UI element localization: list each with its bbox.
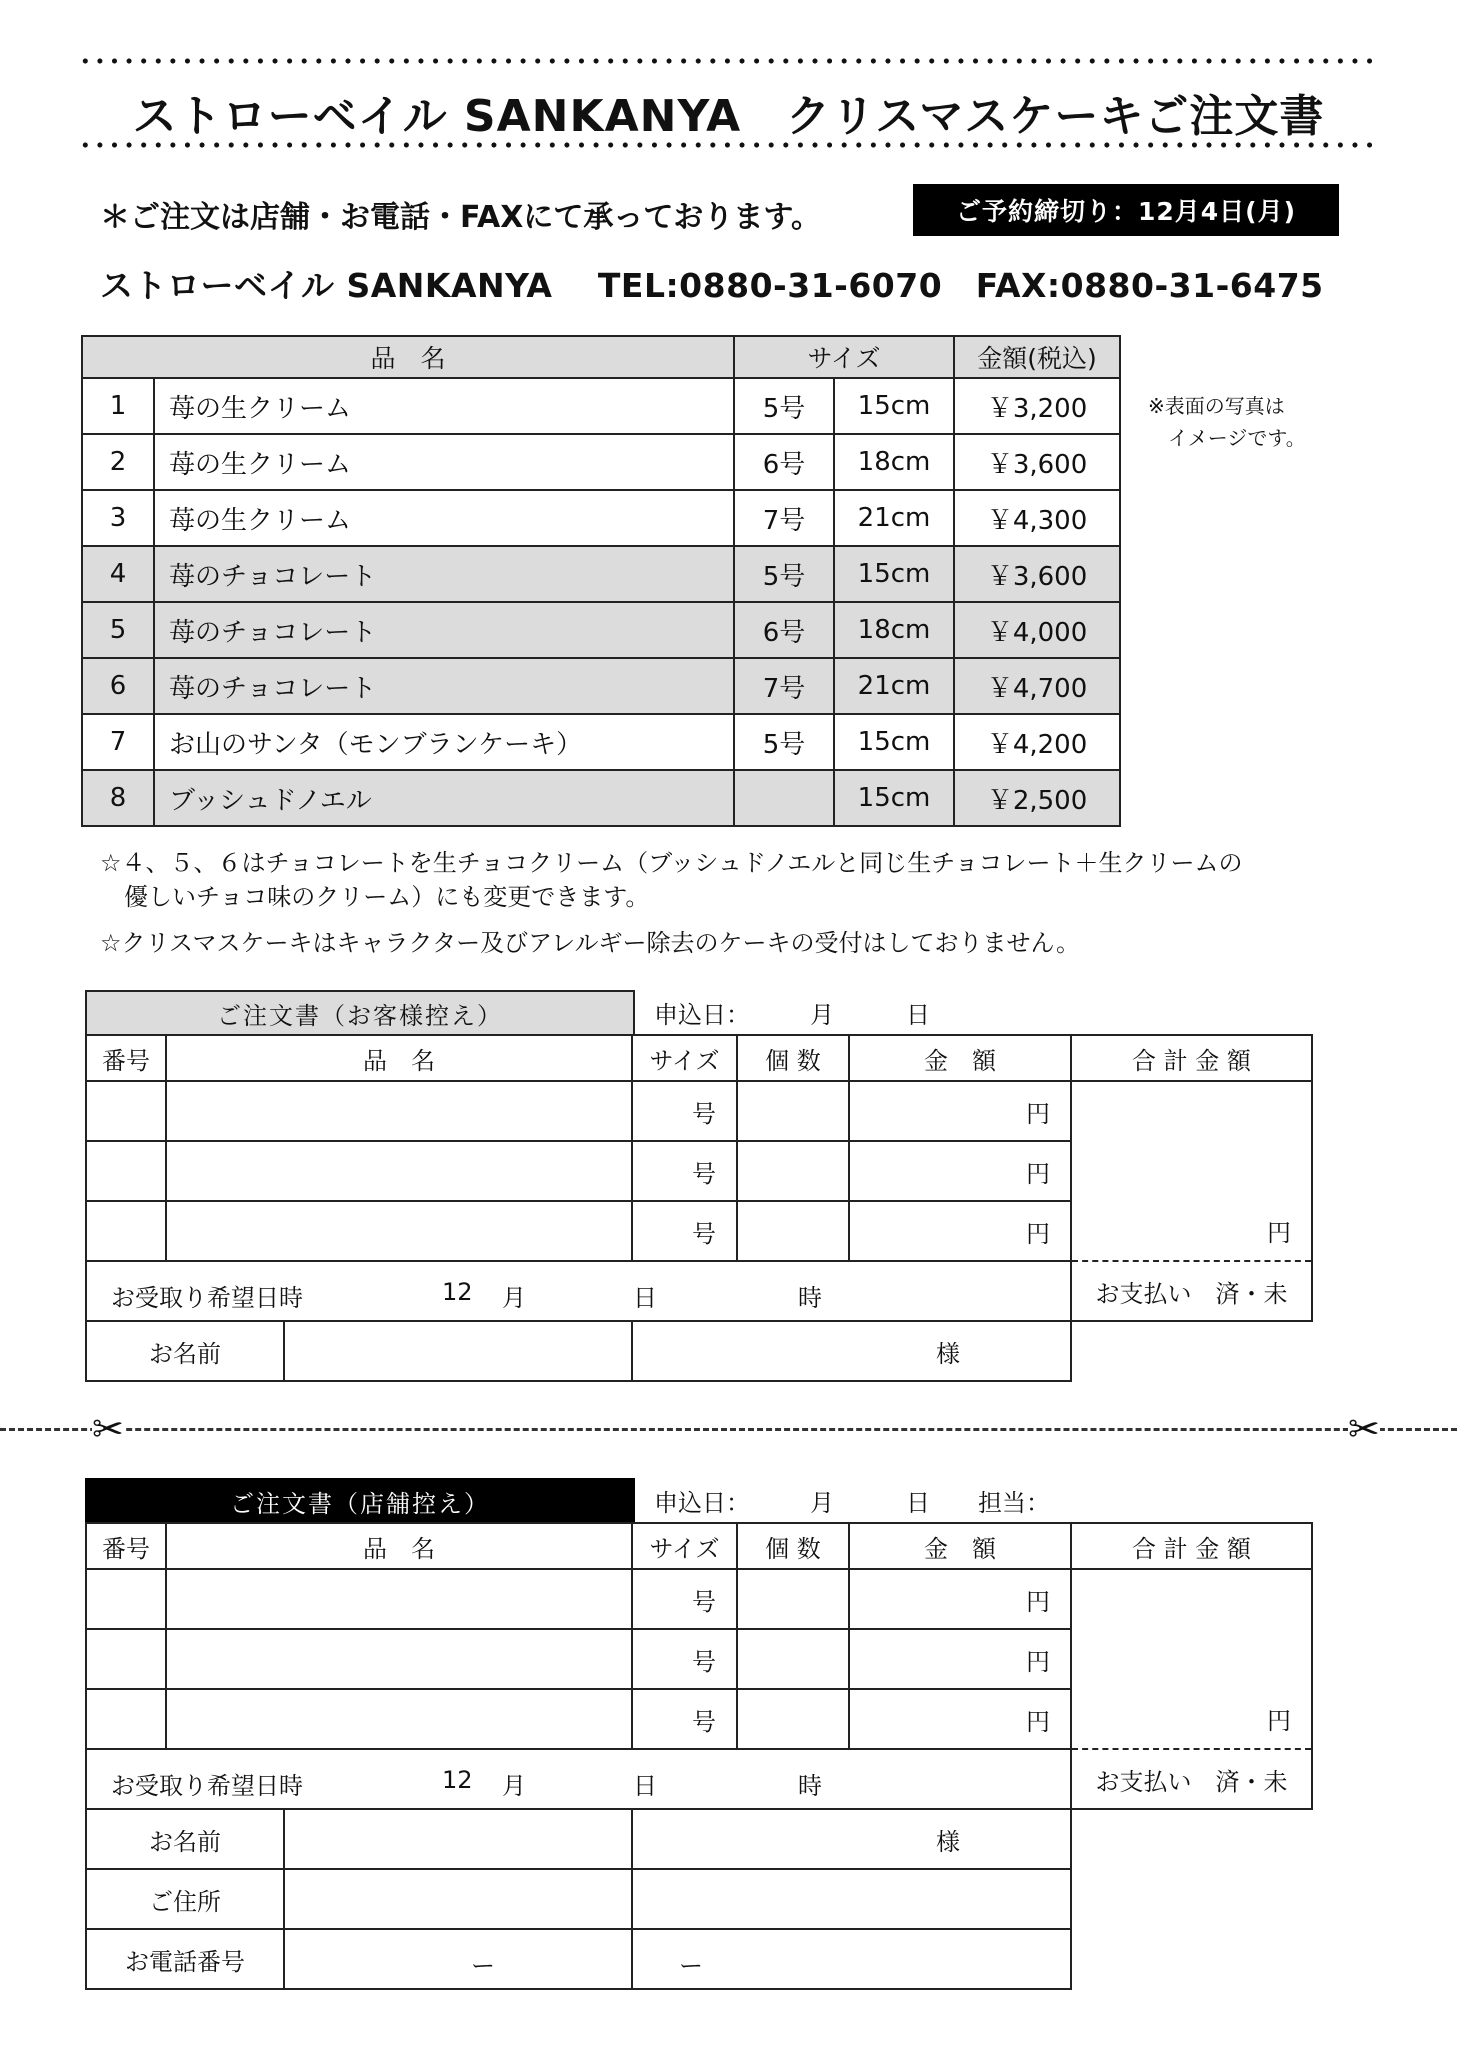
price-header-price: 金額(税込)	[954, 336, 1120, 378]
size-gou: 6号	[734, 602, 834, 658]
table-row	[82, 434, 1120, 490]
row-number: 7	[82, 714, 154, 770]
table-row	[82, 602, 1120, 658]
price: ￥3,600	[954, 434, 1120, 490]
phone-field[interactable]	[86, 1929, 632, 1989]
store-order-form	[85, 1522, 1313, 1990]
size-field[interactable]: 号	[632, 1141, 737, 1201]
price-table	[81, 335, 1121, 827]
product-name: 苺のチョコレート	[154, 602, 734, 658]
name-label: お名前	[87, 1322, 285, 1380]
row-number: 8	[82, 770, 154, 826]
pickup-label: お受取り希望日時	[111, 1284, 303, 1312]
phone-label: お電話番号	[87, 1930, 285, 1988]
amount-field[interactable]: 円	[849, 1569, 1071, 1629]
col-total: 合 計 金 額	[1071, 1523, 1312, 1569]
store-apply-date: 申込日： 月 日 担当：	[654, 1489, 1050, 1517]
product-name: お山のサンタ（モンブランケーキ）	[154, 714, 734, 770]
size-gou: 5号	[734, 378, 834, 434]
customer-form-title: ご注文書（お客様控え）	[85, 990, 635, 1034]
qty-field[interactable]	[737, 1141, 849, 1201]
price: ￥4,300	[954, 490, 1120, 546]
pickup-hour: 時	[798, 1284, 822, 1312]
size-gou: 7号	[734, 658, 834, 714]
row-number: 4	[82, 546, 154, 602]
product-name: ブッシュドノエル	[154, 770, 734, 826]
size-cm: 15cm	[834, 378, 954, 434]
amount-field[interactable]: 円	[849, 1081, 1071, 1141]
deadline-badge: ご予約締切り：12月4日(月)	[913, 184, 1339, 236]
address-label: ご住所	[87, 1870, 285, 1928]
col-amount: 金 額	[849, 1035, 1071, 1081]
total-field[interactable]: 円	[1071, 1569, 1312, 1749]
number-field[interactable]	[86, 1081, 166, 1141]
contact-line: ストローベイル SANKANYA TEL:0880-31-6070 FAX:0880-31-6475	[100, 266, 1324, 305]
sama-label: 様	[632, 1809, 1071, 1869]
col-qty: 個 数	[737, 1523, 849, 1569]
store-form-title: ご注文書（店舗控え）	[85, 1478, 635, 1522]
payment-status[interactable]: お支払い 済・未	[1071, 1749, 1312, 1809]
row-number: 2	[82, 434, 154, 490]
qty-field[interactable]	[737, 1629, 849, 1689]
note-line-2: 優しいチョコ味のクリーム）にも変更できます。	[100, 883, 650, 911]
col-name: 品 名	[166, 1523, 632, 1569]
product-name: 苺の生クリーム	[154, 490, 734, 546]
size-cm: 18cm	[834, 602, 954, 658]
qty-field[interactable]	[737, 1689, 849, 1749]
empty-cell	[1071, 1321, 1312, 1381]
size-cm: 15cm	[834, 546, 954, 602]
pickup-month: 月	[502, 1284, 526, 1312]
table-row	[86, 1081, 1312, 1141]
total-field[interactable]: 円	[1071, 1081, 1312, 1261]
amount-field[interactable]: 円	[849, 1201, 1071, 1261]
amount-field[interactable]: 円	[849, 1629, 1071, 1689]
name-field[interactable]	[166, 1689, 632, 1749]
number-field[interactable]	[86, 1141, 166, 1201]
row-number: 3	[82, 490, 154, 546]
empty-cell	[1071, 1929, 1312, 1989]
col-size: サイズ	[632, 1035, 737, 1081]
size-cm: 15cm	[834, 770, 954, 826]
price: ￥2,500	[954, 770, 1120, 826]
col-qty: 個 数	[737, 1035, 849, 1081]
product-name: 苺の生クリーム	[154, 378, 734, 434]
col-number: 番号	[86, 1035, 166, 1081]
amount-field[interactable]: 円	[849, 1141, 1071, 1201]
table-row	[82, 490, 1120, 546]
number-field[interactable]	[86, 1569, 166, 1629]
col-total: 合 計 金 額	[1071, 1035, 1312, 1081]
price: ￥4,200	[954, 714, 1120, 770]
phone-dash-1: ー	[471, 1952, 495, 1980]
size-cm: 18cm	[834, 434, 954, 490]
name-field[interactable]	[166, 1141, 632, 1201]
pickup-datetime-field[interactable]	[86, 1261, 1071, 1321]
size-cm: 15cm	[834, 714, 954, 770]
price-header-name: 品 名	[82, 336, 734, 378]
top-dotted-rule	[78, 58, 1378, 64]
size-gou: 5号	[734, 714, 834, 770]
product-name: 苺のチョコレート	[154, 546, 734, 602]
table-row	[82, 546, 1120, 602]
qty-field[interactable]	[737, 1081, 849, 1141]
pickup-label: お受取り希望日時	[111, 1772, 303, 1800]
phone-dash-2: ー	[679, 1952, 703, 1980]
pickup-datetime-field[interactable]	[86, 1749, 1071, 1809]
photo-note: ※表面の写真は イメージです。	[1148, 394, 1306, 450]
page-title: ストローベイル SANKANYA クリスマスケーキご注文書	[132, 91, 1325, 142]
price: ￥4,000	[954, 602, 1120, 658]
qty-field[interactable]	[737, 1201, 849, 1261]
phone-input[interactable]	[632, 1929, 1071, 1989]
pickup-day: 日	[633, 1284, 657, 1312]
product-name: 苺のチョコレート	[154, 658, 734, 714]
size-field[interactable]: 号	[632, 1201, 737, 1261]
size-cm: 21cm	[834, 658, 954, 714]
customer-order-form	[85, 1034, 1313, 1382]
cut-line	[0, 1428, 1457, 1431]
note-line-3: ☆クリスマスケーキはキャラクター及びアレルギー除去のケーキの受付はしておりません。	[100, 929, 1080, 957]
name-field[interactable]	[166, 1201, 632, 1261]
customer-name-field[interactable]	[86, 1321, 632, 1381]
qty-field[interactable]	[737, 1569, 849, 1629]
address-input[interactable]	[632, 1869, 1071, 1929]
empty-cell	[1071, 1869, 1312, 1929]
col-name: 品 名	[166, 1035, 632, 1081]
table-row	[82, 770, 1120, 826]
price: ￥3,600	[954, 546, 1120, 602]
customer-name-field[interactable]	[86, 1809, 632, 1869]
pickup-month: 月	[502, 1772, 526, 1800]
pickup-day: 日	[633, 1772, 657, 1800]
name-field[interactable]	[166, 1629, 632, 1689]
number-field[interactable]	[86, 1201, 166, 1261]
size-gou: 7号	[734, 490, 834, 546]
size-field[interactable]: 号	[632, 1689, 737, 1749]
name-label: お名前	[87, 1810, 285, 1868]
col-number: 番号	[86, 1523, 166, 1569]
size-field[interactable]: 号	[632, 1629, 737, 1689]
row-number: 1	[82, 378, 154, 434]
name-field[interactable]	[166, 1569, 632, 1629]
scissors-icon: ✂	[92, 1407, 124, 1451]
col-amount: 金 額	[849, 1523, 1071, 1569]
bottom-dotted-rule	[78, 142, 1378, 148]
size-field[interactable]: 号	[632, 1081, 737, 1141]
order-notice: ＊ご注文は店舗・お電話・FAXにて承っております。	[100, 200, 821, 235]
table-row	[82, 714, 1120, 770]
payment-status[interactable]: お支払い 済・未	[1071, 1261, 1312, 1321]
price: ￥4,700	[954, 658, 1120, 714]
address-field[interactable]	[86, 1869, 632, 1929]
price-header-size: サイズ	[734, 336, 954, 378]
size-gou: 6号	[734, 434, 834, 490]
col-size: サイズ	[632, 1523, 737, 1569]
size-cm: 21cm	[834, 490, 954, 546]
number-field[interactable]	[86, 1689, 166, 1749]
row-number: 5	[82, 602, 154, 658]
size-gou: 5号	[734, 546, 834, 602]
pickup-12: 12	[442, 1766, 473, 1794]
size-field[interactable]: 号	[632, 1569, 737, 1629]
table-row	[86, 1569, 1312, 1629]
product-name: 苺の生クリーム	[154, 434, 734, 490]
customer-apply-date: 申込日： 月 日	[654, 1001, 930, 1029]
table-row	[82, 378, 1120, 434]
empty-cell	[1071, 1809, 1312, 1869]
price: ￥3,200	[954, 378, 1120, 434]
size-gou	[734, 770, 834, 826]
amount-field[interactable]: 円	[849, 1689, 1071, 1749]
number-field[interactable]	[86, 1629, 166, 1689]
sama-label: 様	[632, 1321, 1071, 1381]
scissors-icon: ✂	[1348, 1407, 1380, 1451]
table-row	[82, 658, 1120, 714]
note-line-1: ☆４、５、６はチョコレートを生チョコクリーム（ブッシュドノエルと同じ生チョコレート＋生クリームの	[100, 849, 1243, 877]
pickup-hour: 時	[798, 1772, 822, 1800]
name-field[interactable]	[166, 1081, 632, 1141]
row-number: 6	[82, 658, 154, 714]
pickup-12: 12	[442, 1278, 473, 1306]
